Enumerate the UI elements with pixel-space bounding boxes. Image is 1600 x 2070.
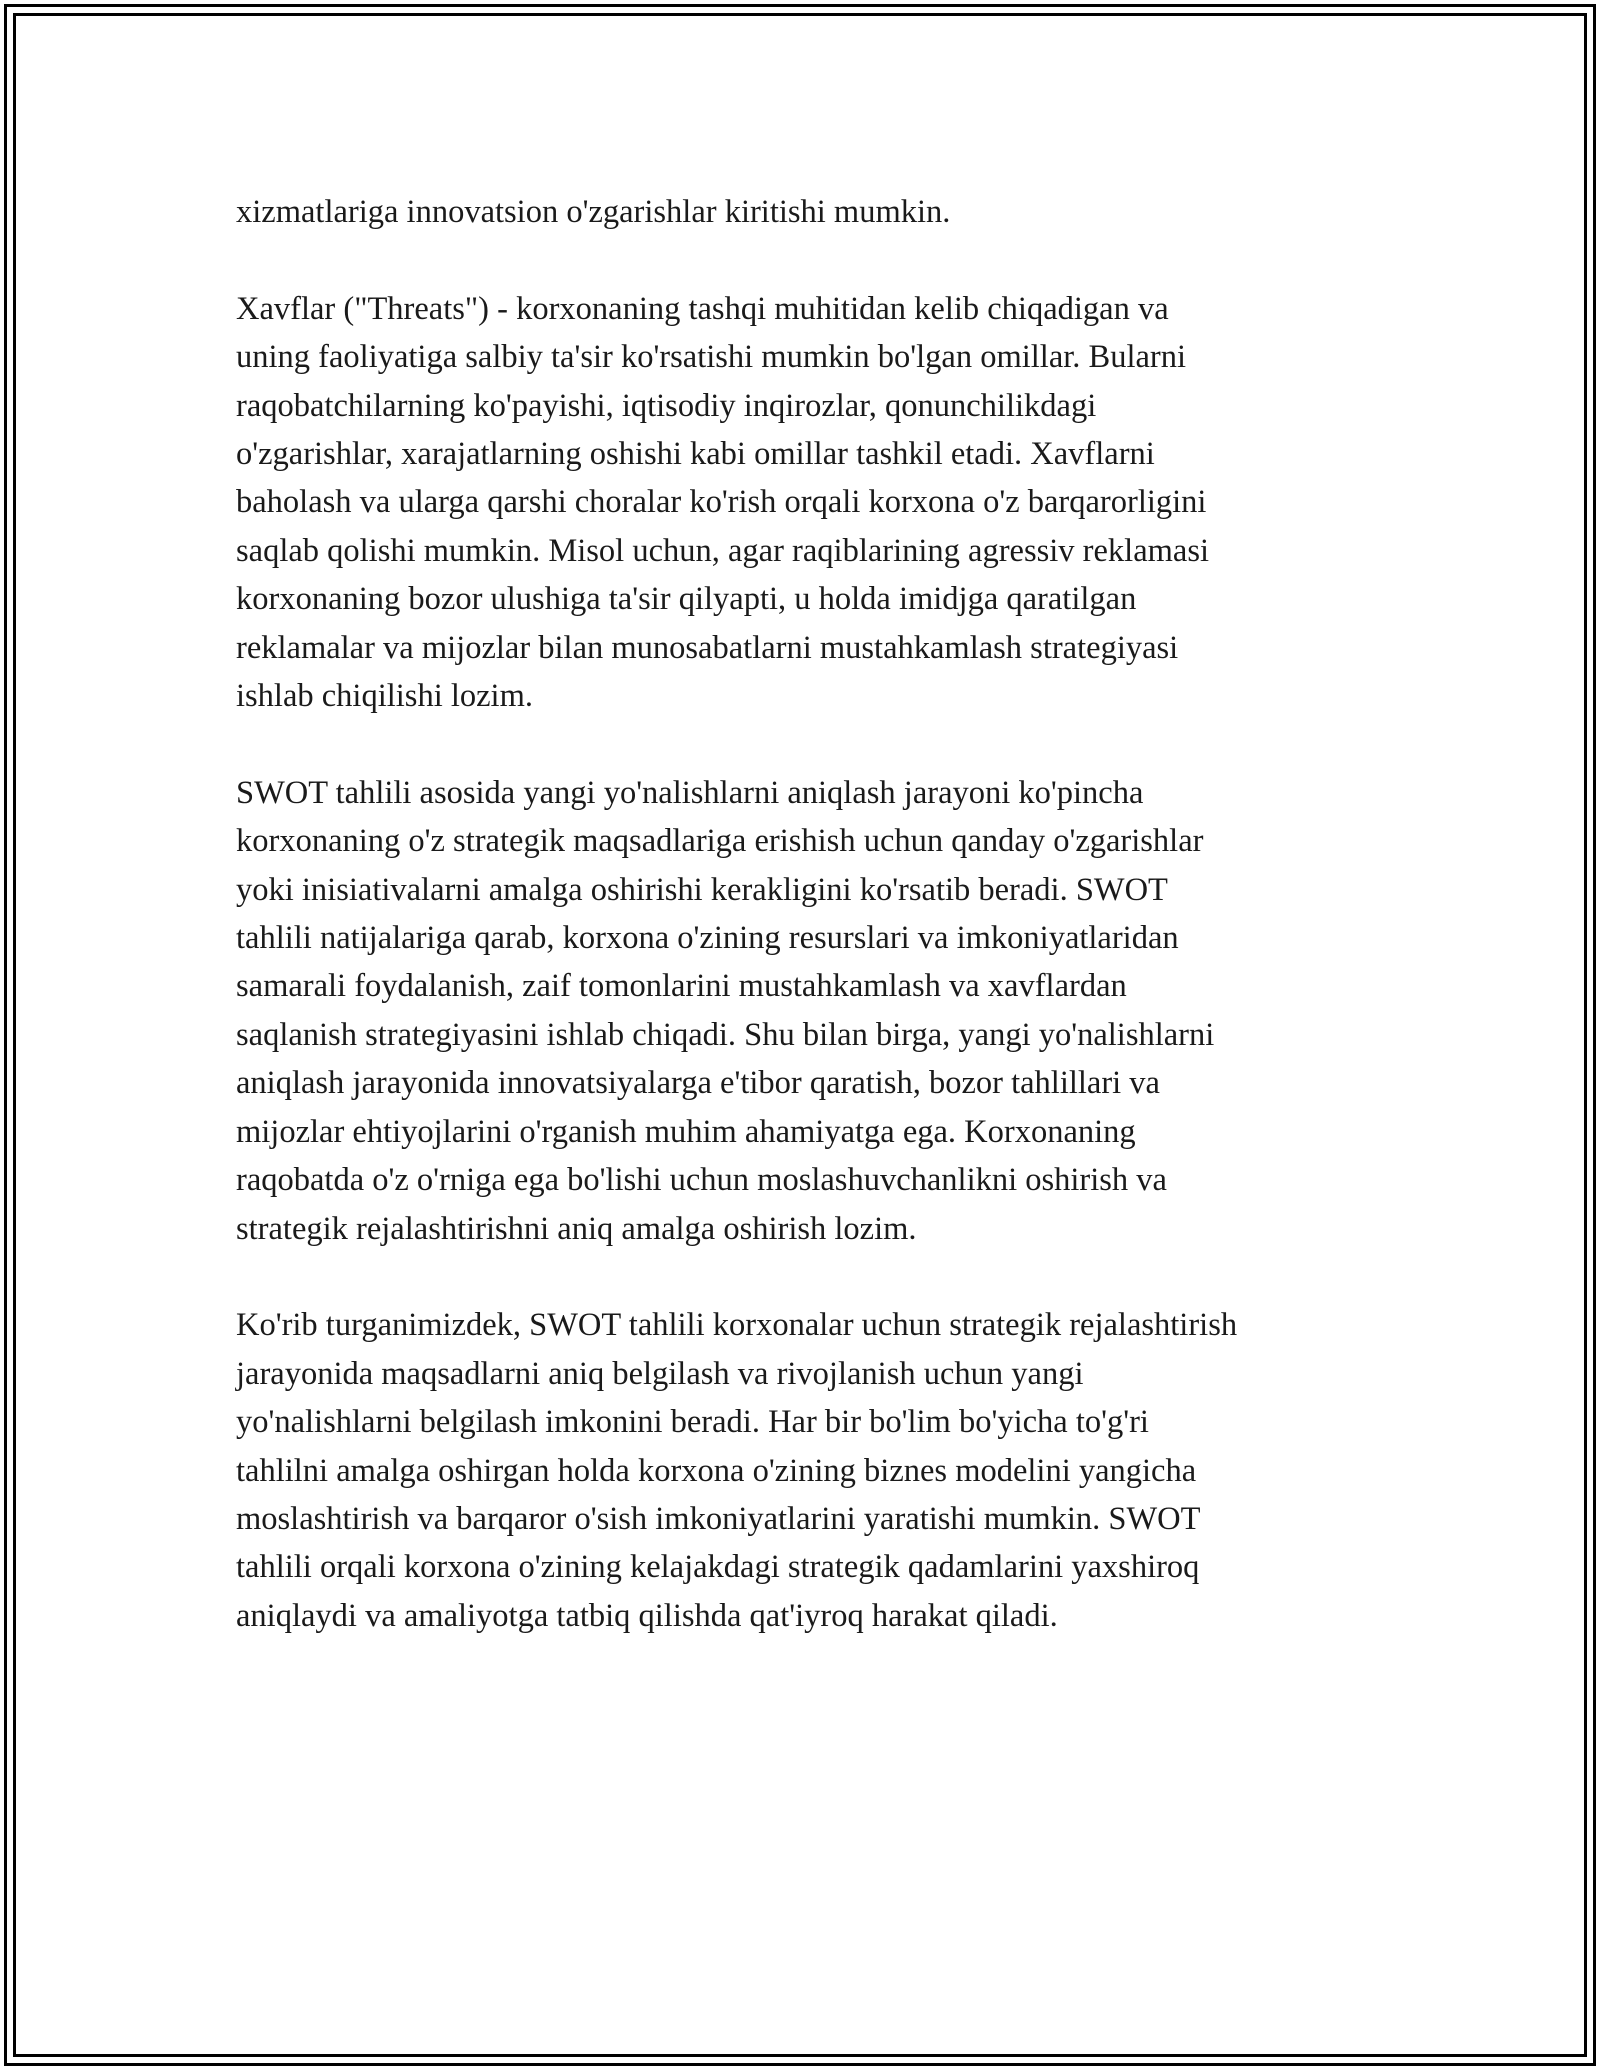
text-line: Ko'rib turganimizdek, SWOT tahlili korxonalar uchun strategik rejalashtirish xyxy=(236,1307,1238,1344)
text-line: baholash va ularga qarshi choralar ko'rish orqali korxona o'z barqarorligini xyxy=(236,484,1207,521)
text-line: moslashtirish va barqaror o'sish imkoniyatlarini yaratishi mumkin. SWOT xyxy=(236,1500,1201,1537)
text-line: Xavflar ("Threats") - korxonaning tashqi muhitidan kelib chiqadigan va xyxy=(236,290,1169,327)
text-line: samarali foydalanish, zaif tomonlarini mustahkamlash va xavflardan xyxy=(236,968,1127,1005)
text-line: raqobatda o'z o'rniga ega bo'lishi uchun moslashuvchanlikni oshirish va xyxy=(236,1162,1167,1199)
text-line: aniqlash jarayonida innovatsiyalarga e'tibor qaratish, bozor tahlillari va xyxy=(236,1065,1160,1102)
text-line: tahlili natijalariga qarab, korxona o'zining resurslari va imkoniyatlaridan xyxy=(236,920,1179,957)
text-line: korxonaning o'z strategik maqsadlariga erishish uchun qanday o'zgarishlar xyxy=(236,823,1204,860)
text-line: yoki inisiativalarni amalga oshirishi kerakligini ko'rsatib beradi. SWOT xyxy=(236,871,1168,908)
text-line: mijozlar ehtiyojlarini o'rganish muhim ahamiyatga ega. Korxonaning xyxy=(236,1113,1136,1150)
text-line: jarayonida maqsadlarni aniq belgilash va rivojlanish uchun yangi xyxy=(236,1355,1084,1392)
text-line: aniqlaydi va amaliyotga tatbiq qilishda qat'iyroq harakat qiladi. xyxy=(236,1597,1058,1634)
document-body xyxy=(236,188,1396,1689)
text-line: o'zgarishlar, xarajatlarning oshishi kabi omillar tashkil etadi. Xavflarni xyxy=(236,436,1155,473)
text-line: saqlanish strategiyasini ishlab chiqadi. Shu bilan birga, yangi yo'nalishlarni xyxy=(236,1016,1215,1053)
text-line: SWOT tahlili asosida yangi yo'nalishlarni aniqlash jarayoni ko'pincha xyxy=(236,774,1144,811)
text-line: uning faoliyatiga salbiy ta'sir ko'rsatishi mumkin bo'lgan omillar. Bularni xyxy=(236,339,1187,376)
text-line: tahlilni amalga oshirgan holda korxona o'zining biznes modelini yangicha xyxy=(236,1452,1197,1489)
text-line: ishlab chiqilishi lozim. xyxy=(236,678,533,715)
text-line: raqobatchilarning ko'payishi, iqtisodiy inqirozlar, qonunchilikdagi xyxy=(236,387,1097,424)
paragraph-3-swot-directions xyxy=(236,769,1396,1253)
text-line: tahlili orqali korxona o'zining kelajakdagi strategik qadamlarini yaxshiroq xyxy=(236,1549,1200,1586)
paragraph-1 xyxy=(236,188,1396,236)
text-line: yo'nalishlarni belgilash imkonini beradi. Har bir bo'lim bo'yicha to'g'ri xyxy=(236,1404,1149,1441)
paragraph-4-conclusion xyxy=(236,1301,1396,1640)
text-line: xizmatlariga innovatsion o'zgarishlar kiritishi mumkin. xyxy=(236,194,951,230)
text-line: korxonaning bozor ulushiga ta'sir qilyapti, u holda imidjga qaratilgan xyxy=(236,581,1137,618)
text-line: saqlab qolishi mumkin. Misol uchun, agar raqiblarining agressiv reklamasi xyxy=(236,532,1210,569)
paragraph-2-threats xyxy=(236,285,1396,721)
text-line: reklamalar va mijozlar bilan munosabatlarni mustahkamlash strategiyasi xyxy=(236,629,1179,666)
text-line: strategik rejalashtirishni aniq amalga oshirish lozim. xyxy=(236,1210,917,1247)
